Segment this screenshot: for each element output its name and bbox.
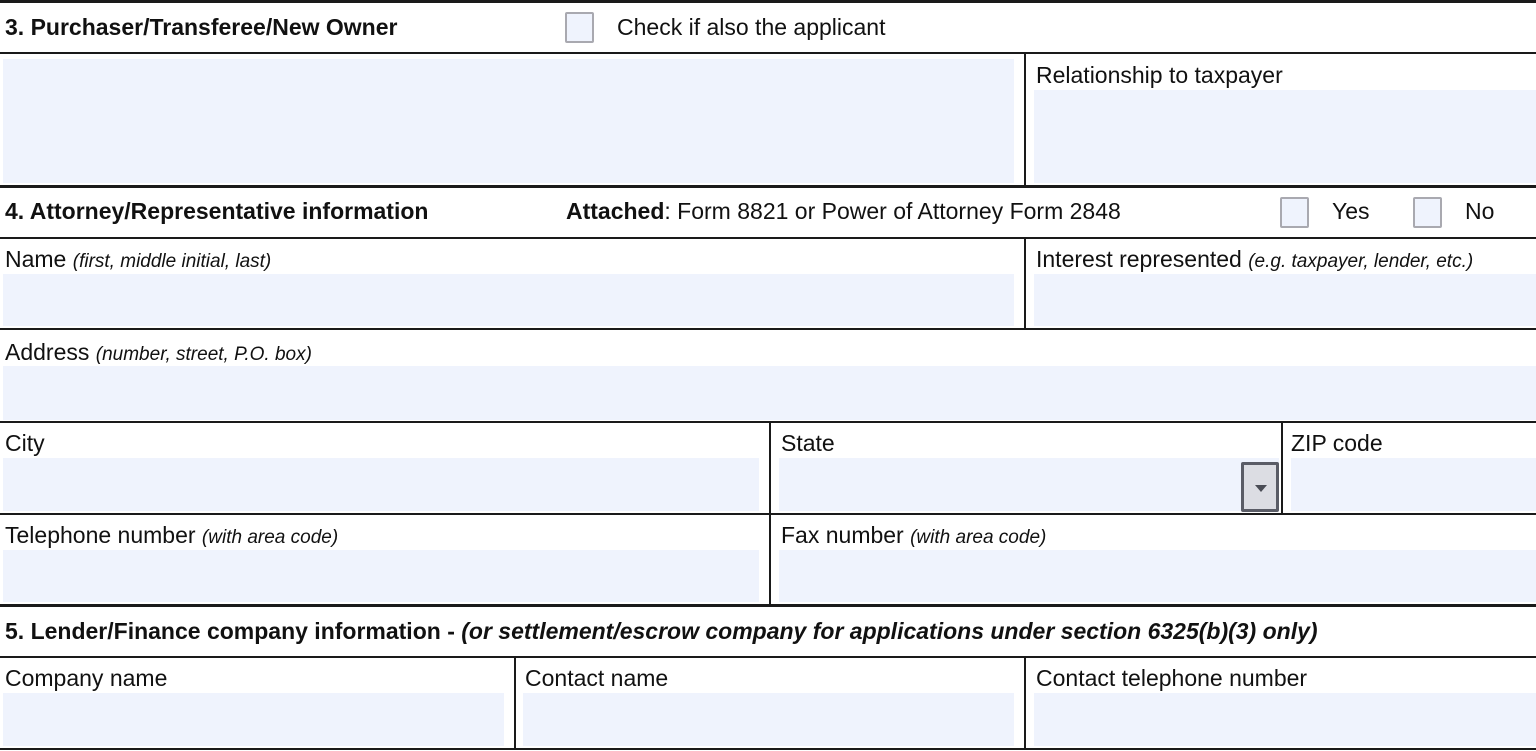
contact-name-input[interactable] — [523, 693, 1014, 746]
fax-hint: (with area code) — [910, 527, 1047, 548]
address-hint: (number, street, P.O. box) — [95, 344, 312, 365]
company-name-input[interactable] — [3, 693, 504, 746]
top-rule — [0, 0, 1536, 3]
fax-input[interactable] — [779, 550, 1536, 602]
fax-label-text: Fax number — [781, 522, 904, 548]
phone-hint: (with area code) — [201, 527, 339, 548]
attached-text: : Form 8821 or Power of Attorney Form 2848 — [664, 198, 1121, 224]
state-dropdown-button[interactable] — [1241, 462, 1279, 512]
also-applicant-label: Check if also the applicant — [617, 14, 886, 40]
section3-title: 3. Purchaser/Transferee/New Owner — [5, 14, 398, 40]
company-name-label: Company name — [5, 665, 168, 691]
section5-title — [5, 620, 1318, 643]
contact-phone-input[interactable] — [1034, 693, 1536, 746]
address-row-rule — [0, 421, 1536, 423]
chevron-down-icon — [1255, 485, 1267, 492]
name-row-rule — [0, 328, 1536, 330]
phone-label-text: Telephone number — [5, 522, 196, 548]
address-input[interactable] — [3, 366, 1536, 420]
state-select[interactable] — [779, 458, 1279, 511]
purchaser-input[interactable] — [3, 59, 1014, 183]
interest-input[interactable] — [1034, 274, 1536, 326]
bottom-rule — [0, 748, 1536, 750]
section5-header-rule — [0, 656, 1536, 658]
attached-yes-checkbox[interactable] — [1280, 197, 1309, 228]
relationship-input[interactable] — [1034, 90, 1536, 183]
city-input[interactable] — [3, 458, 759, 511]
state-zip-divider — [1281, 422, 1283, 513]
rep-name-hint: (first, middle initial, last) — [72, 251, 272, 272]
attached-no-label: No — [1465, 198, 1495, 224]
company-contact-divider — [514, 657, 516, 748]
section4-title: 4. Attorney/Representative information — [5, 198, 429, 224]
name-divider — [1024, 238, 1026, 328]
state-label: State — [781, 430, 835, 456]
phone-label — [5, 524, 338, 547]
section5-top-rule — [0, 604, 1536, 607]
city-label: City — [5, 430, 45, 456]
attached-yes-label: Yes — [1332, 198, 1370, 224]
rep-name-label-text: Name — [5, 246, 67, 272]
contact-phone-label: Contact telephone number — [1036, 665, 1308, 691]
city-row-rule — [0, 513, 1536, 515]
rep-name-label — [5, 248, 271, 271]
attached-label — [566, 200, 1121, 223]
interest-label-text: Interest represented — [1036, 246, 1242, 272]
zip-label: ZIP code — [1291, 430, 1383, 456]
fax-label — [781, 524, 1046, 547]
attached-no-checkbox[interactable] — [1413, 197, 1442, 228]
section3-header-rule — [0, 52, 1536, 54]
contact-phone-divider — [1024, 657, 1026, 748]
section3-divider — [1024, 53, 1026, 185]
also-applicant-checkbox[interactable] — [565, 12, 594, 43]
attached-bold: Attached — [566, 198, 665, 224]
phone-input[interactable] — [3, 550, 759, 602]
address-label-text: Address — [5, 339, 90, 365]
relationship-label: Relationship to taxpayer — [1036, 62, 1283, 88]
section5-title-text: 5. Lender/Finance company information - — [5, 618, 462, 644]
interest-label — [1036, 248, 1473, 271]
city-state-divider — [769, 422, 771, 604]
section5-title-note: (or settlement/escrow company for applications under section 6325(b)(3) only) — [461, 618, 1318, 644]
section4-top-rule — [0, 185, 1536, 188]
zip-input[interactable] — [1291, 458, 1536, 511]
rep-name-input[interactable] — [3, 274, 1014, 326]
section4-header-rule — [0, 237, 1536, 239]
address-label — [5, 341, 312, 364]
contact-name-label: Contact name — [525, 665, 669, 691]
interest-hint: (e.g. taxpayer, lender, etc.) — [1248, 251, 1474, 272]
